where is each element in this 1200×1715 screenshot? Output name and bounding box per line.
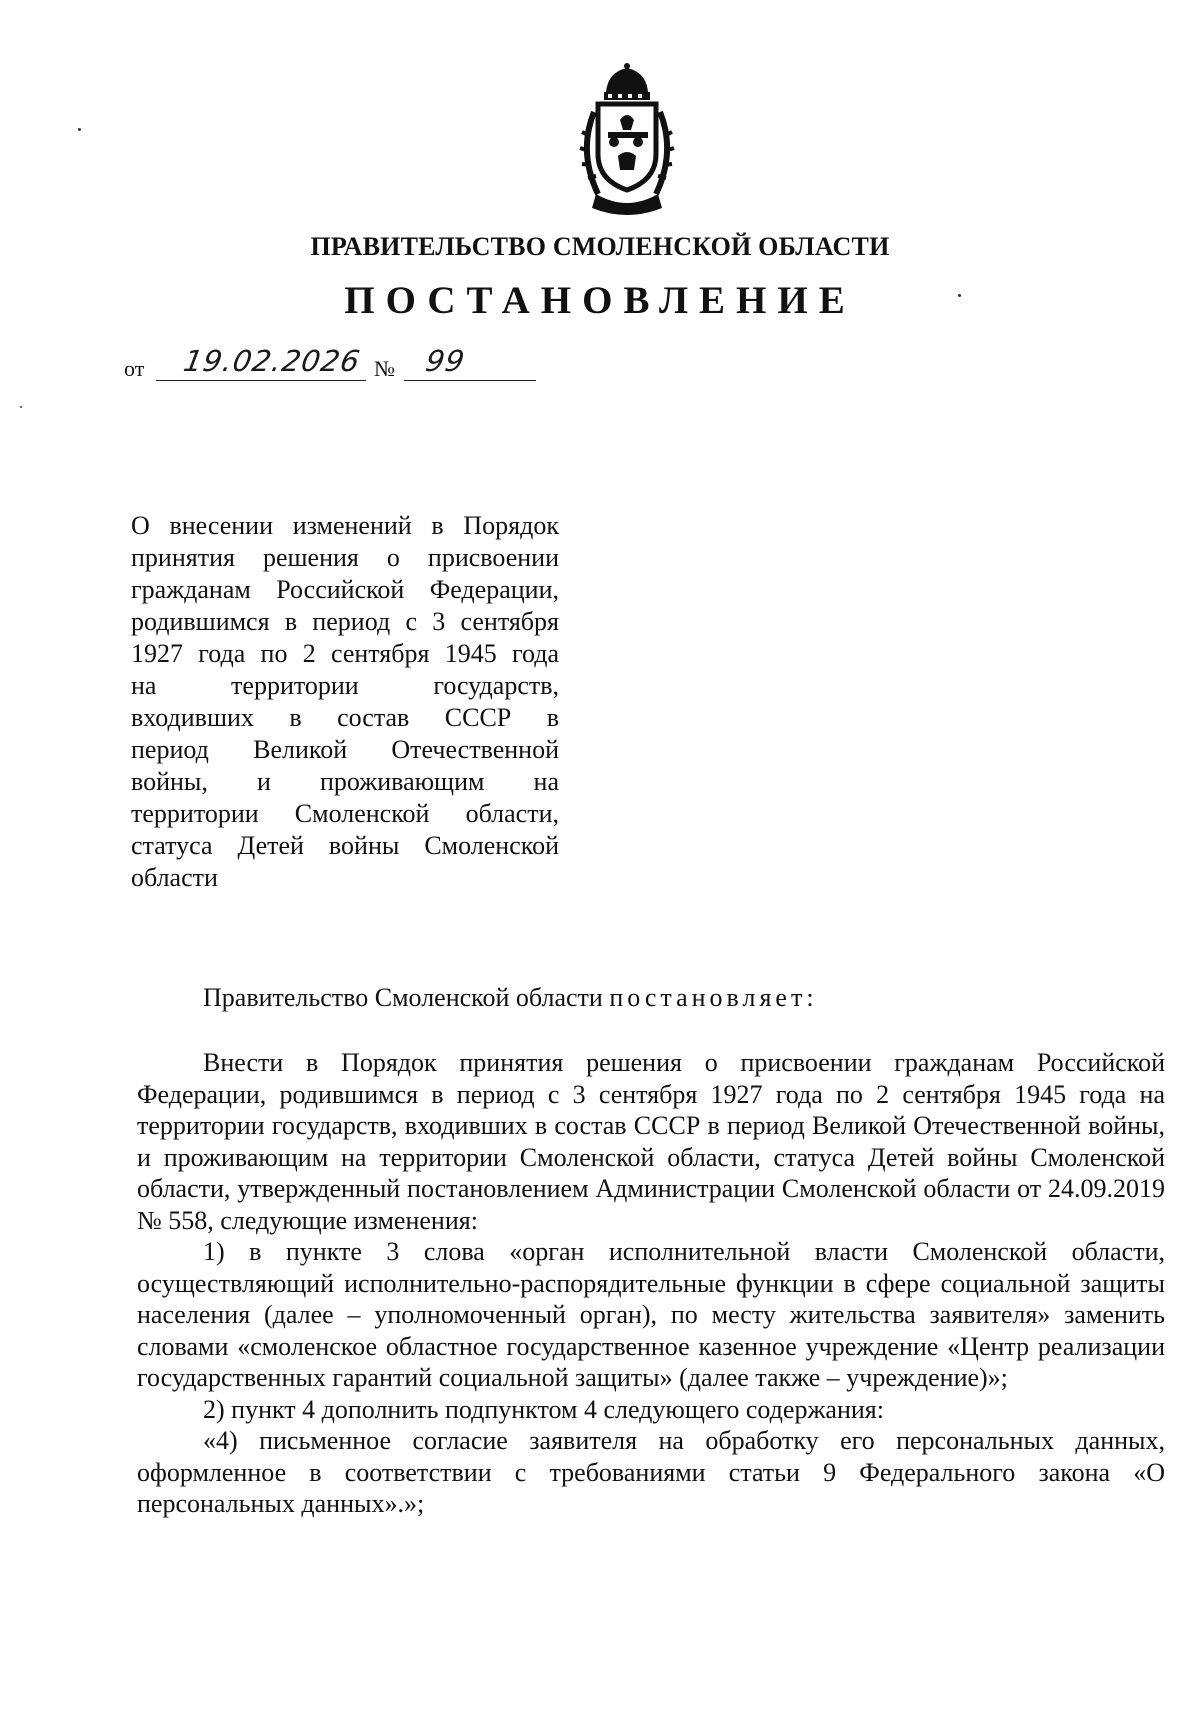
date-underline — [156, 380, 366, 381]
number-underline — [404, 380, 536, 381]
subject-line: гражданам Российской Федерации, — [131, 575, 559, 604]
subject-line: статуса Детей войны Смоленской — [131, 831, 559, 860]
paragraph-item-2: 2) пункт 4 дополнить подпунктом 4 следующего содержания: — [203, 1394, 884, 1424]
scan-speck — [20, 406, 22, 408]
subject-line: принятия решения о присвоении — [131, 543, 559, 572]
subject-line: входивших в состав СССР в — [131, 703, 559, 732]
paragraph-item-2-content: «4) письменное согласие заявителя на обработку его персональных данных, оформленное в соответствии с требованиями статьи 9 Федерального закона «О персональных данных».»; — [137, 1426, 1165, 1518]
document-type-title: ПОСТАНОВЛЕНИЕ — [344, 279, 856, 322]
subject-line: 1927 года по 2 сентября 1945 года — [131, 639, 559, 668]
preamble-spaced-word: постановляет: — [609, 983, 818, 1012]
subject-block — [131, 510, 559, 894]
preamble-text: Правительство Смоленской области — [203, 983, 603, 1012]
subject-line: на территории государств, — [131, 671, 559, 700]
paragraph-item-1: 1) в пункте 3 слова «орган исполнительной власти Смоленской области, осуществляющий исполнительно-распорядительные функции в сфере социальной защиты населения (далее – уполномоченный орган), по месту жительства заявителя» заменить словами «смоленское областное государственное казенное учреждение «Центр реализации государственных гарантий социальной защиты» (далее также – учреждение)»; — [137, 1237, 1165, 1392]
main-text — [137, 1047, 1165, 1520]
subject-line: войны, и проживающим на — [131, 767, 559, 796]
number-label: № — [374, 356, 395, 381]
paragraph-intro: Внести в Порядок принятия решения о присвоении гражданам Российской Федерации, родившимся в период с 3 сентября 1927 года по 2 сентября 1945 года на территории государств, входивших в состав СССР в период Великой Отечественной войны, и проживающим на территории Смоленской области, статуса Детей войны Смоленской области, утвержденный постановлением Администрации Смоленской области от 24.09.2019 № 558, следующие изменения: — [137, 1048, 1165, 1235]
scan-speck — [78, 128, 81, 131]
subject-line: период Великой Отечественной — [131, 735, 559, 764]
date-value: 19.02.2026 — [181, 344, 364, 378]
date-label: от — [124, 356, 145, 381]
preamble — [203, 982, 1103, 1014]
subject-line: родившимся в период с 3 сентября — [131, 607, 559, 636]
number-value: 99 — [423, 344, 468, 378]
smolensk-coat-of-arms-icon — [568, 62, 686, 218]
subject-line: О внесении изменений в Порядок — [131, 511, 559, 540]
subject-line: области — [131, 863, 218, 892]
scan-speck — [958, 294, 961, 297]
organization-title: ПРАВИТЕЛЬСТВО СМОЛЕНСКОЙ ОБЛАСТИ — [310, 232, 890, 261]
subject-line: территории Смоленской области, — [131, 799, 559, 828]
